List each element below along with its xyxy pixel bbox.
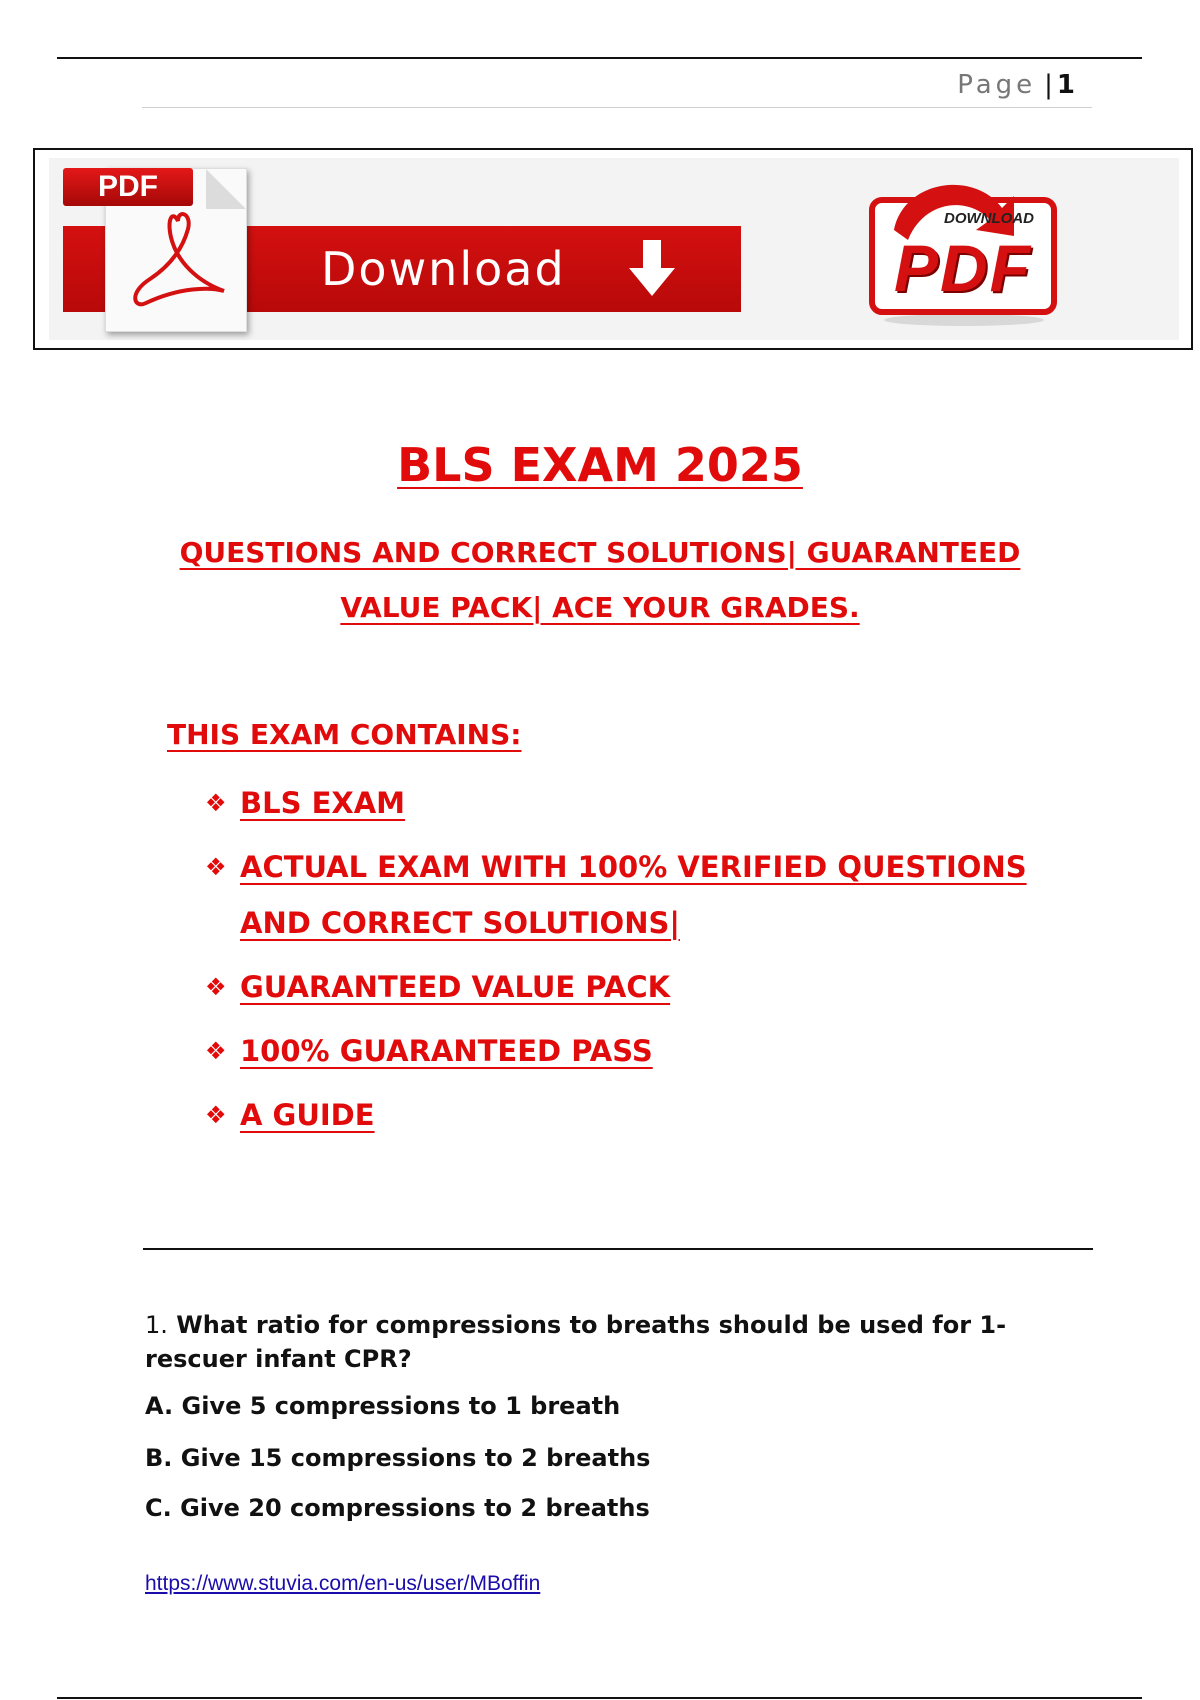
question-body: What ratio for compressions to breaths should be used for 1-rescuer infant CPR?: [145, 1311, 1007, 1373]
list-item-label: A GUIDE: [240, 1098, 375, 1132]
page-number: 1: [1056, 70, 1075, 100]
diamond-bullet-icon: ❖: [205, 853, 227, 881]
page-word: Page: [957, 70, 1037, 100]
diamond-bullet-icon: ❖: [205, 1101, 227, 1129]
diamond-bullet-icon: ❖: [205, 1037, 227, 1065]
answer-option-c: C. Give 20 compressions to 2 breaths: [145, 1494, 650, 1522]
top-rule: [57, 57, 1142, 59]
question-text: [145, 1308, 1045, 1376]
subtitle-line-2-text: VALUE PACK| ACE YOUR GRADES.: [340, 591, 860, 624]
section-divider: [143, 1248, 1093, 1250]
list-item: [205, 959, 1085, 1015]
answer-option-a: A. Give 5 compressions to 1 breath: [145, 1392, 621, 1420]
question-number: 1.: [145, 1311, 168, 1339]
download-pdf-badge[interactable]: [864, 170, 1064, 330]
list-item: [205, 839, 1085, 951]
contents-list: [205, 775, 1085, 1151]
list-item: [205, 1023, 1085, 1079]
badge-download-word: DOWNLOAD: [944, 210, 1034, 227]
list-item-label: BLS EXAM: [240, 786, 406, 820]
list-item-label: ACTUAL EXAM WITH 100% VERIFIED QUESTIONS AND CORRECT SOLUTIONS|: [240, 850, 1027, 940]
page-title-text: BLS EXAM 2025: [397, 438, 803, 492]
bottom-rule: [57, 1697, 1142, 1699]
subtitle-line-1-text: QUESTIONS AND CORRECT SOLUTIONS| GUARANTEED: [179, 536, 1021, 569]
list-item: [205, 775, 1085, 831]
download-banner: [33, 148, 1193, 350]
answer-option-b: B. Give 15 compressions to 2 breaths: [145, 1444, 651, 1472]
diamond-bullet-icon: ❖: [205, 973, 227, 1001]
diamond-bullet-icon: ❖: [205, 789, 227, 817]
page-title: [0, 438, 1200, 492]
page-number-label: [957, 70, 1075, 100]
list-item-label: GUARANTEED VALUE PACK: [240, 970, 671, 1004]
list-item: [205, 1087, 1085, 1143]
pdf-tag: [63, 168, 193, 206]
list-item-label: 100% GUARANTEED PASS: [240, 1034, 653, 1068]
subtitle-line-1: [0, 536, 1200, 569]
download-button[interactable]: [49, 158, 749, 338]
page-separator: |: [1044, 70, 1053, 100]
badge-pdf-word: PDF: [894, 231, 1032, 305]
subtitle-line-2: [0, 591, 1200, 624]
banner-background: [49, 158, 1179, 340]
header-underline: [142, 107, 1092, 108]
download-label: Download: [321, 242, 566, 296]
author-profile-link[interactable]: https://www.stuvia.com/en-us/user/MBoffin: [145, 1572, 541, 1595]
contains-heading: THIS EXAM CONTAINS:: [167, 718, 522, 751]
pdf-tag-label: PDF: [98, 170, 158, 203]
down-arrow-icon: [627, 238, 677, 300]
